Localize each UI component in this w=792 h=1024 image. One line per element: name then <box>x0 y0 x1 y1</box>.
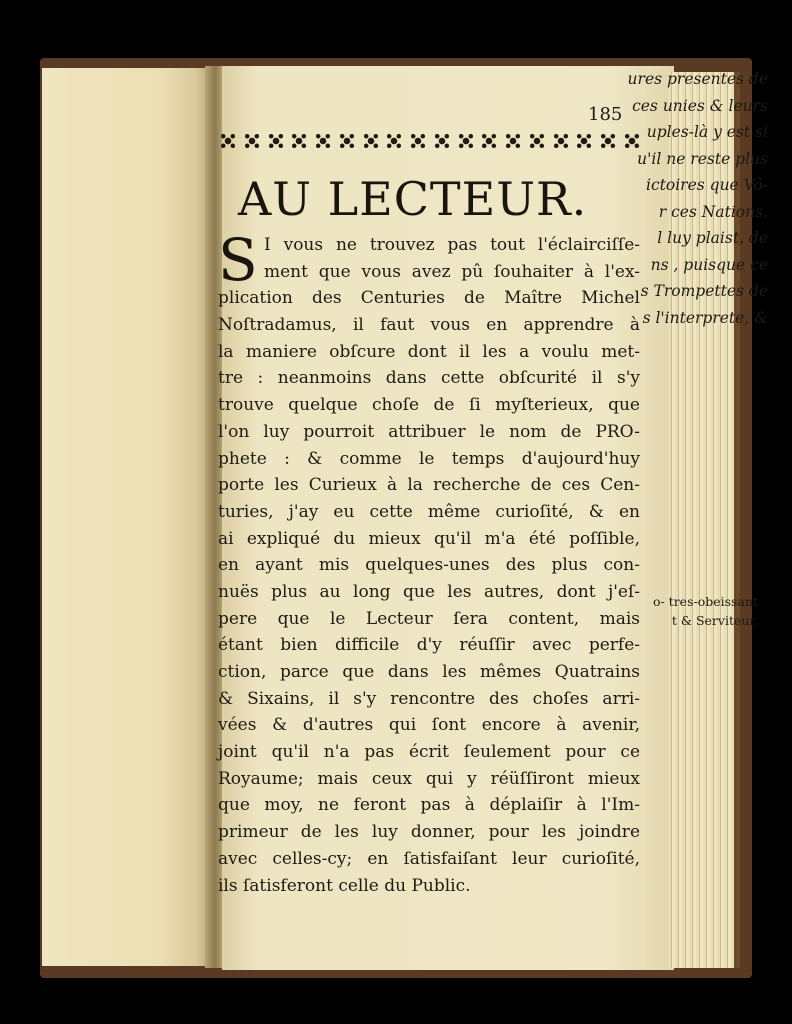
body-line: trouve quelque choſe de ſi myſterieux, que <box>218 395 640 416</box>
left-line: ictoires que Vô- <box>646 176 768 194</box>
body-text <box>218 226 640 899</box>
body-line: nuës plus au long que les autres, dont j'eſ- <box>218 581 640 602</box>
body-line: plication des Centuries de Maître Michel <box>218 288 640 309</box>
body-line: étant bien difficile d'y réuſſir avec perfe- <box>218 635 640 656</box>
signature-line: t & Serviteur. <box>671 613 758 628</box>
ornament-icon <box>291 133 307 149</box>
ornament-icon <box>576 133 592 149</box>
body-line: porte les Curieux à la recherche de ces Cen- <box>218 475 640 496</box>
ornament-icon <box>220 133 236 149</box>
body-line: pere que le Lecteur ſera content, mais <box>218 608 640 629</box>
ornament-icon <box>315 133 331 149</box>
left-line: s l'interprete, & <box>642 308 768 327</box>
ornament-icon <box>458 133 474 149</box>
body-line: primeur de les luy donner, pour les joindre <box>218 822 640 843</box>
body-line: avec celles-cy; en ſatisfaiſant leur curioſité, <box>218 848 640 869</box>
left-line: r ces Nations. <box>658 202 768 221</box>
page-title: AU LECTEUR. <box>238 172 588 226</box>
body-line: phete : & comme le temps d'aujourd'huy <box>218 448 640 469</box>
ornament-icon <box>624 133 640 149</box>
page-number: 185 <box>588 104 623 125</box>
body-line: ils ſatisferont celle du Public. <box>218 875 471 896</box>
ornament-icon <box>600 133 616 149</box>
body-line: Noſtradamus, il faut vous en apprendre à <box>218 315 640 336</box>
left-line: l luy plaist, de <box>657 229 768 247</box>
left-line: s Trompettes de <box>640 282 768 300</box>
signature-line: o- tres-obeissant <box>652 594 758 609</box>
ornament-icon <box>339 133 355 149</box>
body-line: ment que vous avez pû ſouhaiter à l'ex- <box>264 261 640 282</box>
ornament-icon <box>363 133 379 149</box>
left-line: ces unies & leurs <box>632 96 768 115</box>
left-line: u'il ne reste plus <box>637 149 768 168</box>
ornament-icon <box>481 133 497 149</box>
body-line: joint qu'il n'a pas écrit ſeulement pour ce <box>218 742 640 763</box>
ornament-icon <box>553 133 569 149</box>
body-line: vées & d'autres qui ſont encore à avenir, <box>218 715 640 736</box>
left-line: ns , puisque ce <box>650 255 768 274</box>
body-line: en ayant mis quelques-unes des plus con- <box>218 555 640 576</box>
ornament-icon <box>434 133 450 149</box>
body-line: I vous ne trouvez pas tout l'éclairciſſe- <box>264 235 640 255</box>
body-line: la maniere obſcure dont il les a voulu met- <box>218 341 640 362</box>
ornament-icon <box>268 133 284 149</box>
ornament-icon <box>386 133 402 149</box>
left-line: uples-là y est si <box>646 123 768 141</box>
drop-cap: S <box>218 226 258 294</box>
ornament-icon <box>410 133 426 149</box>
body-line: turies, j'ay eu cette même curioſité, & en <box>218 501 640 522</box>
body-line: tre : neanmoins dans cette obſcurité il s'y <box>218 368 640 389</box>
body-line: & Sixains, il s'y rencontre des choſes arri- <box>218 688 640 709</box>
body-line: ai expliqué du mieux qu'il m'a été poſſible, <box>218 528 640 549</box>
ornament-icon <box>244 133 260 149</box>
ornament-band <box>220 129 640 153</box>
ornament-icon <box>529 133 545 149</box>
body-line: ction, parce que dans les mêmes Quatrains <box>218 662 640 682</box>
left-line: ures presentes de <box>627 70 768 88</box>
ornament-icon <box>505 133 521 149</box>
body-line: que moy, ne feront pas à déplaiſir à l'Im- <box>218 795 640 816</box>
body-line: Royaume; mais ceux qui y réüſſiront mieux <box>218 768 640 789</box>
body-line: l'on luy pourroit attribuer le nom de PRO- <box>218 421 640 442</box>
left-page <box>42 68 210 966</box>
